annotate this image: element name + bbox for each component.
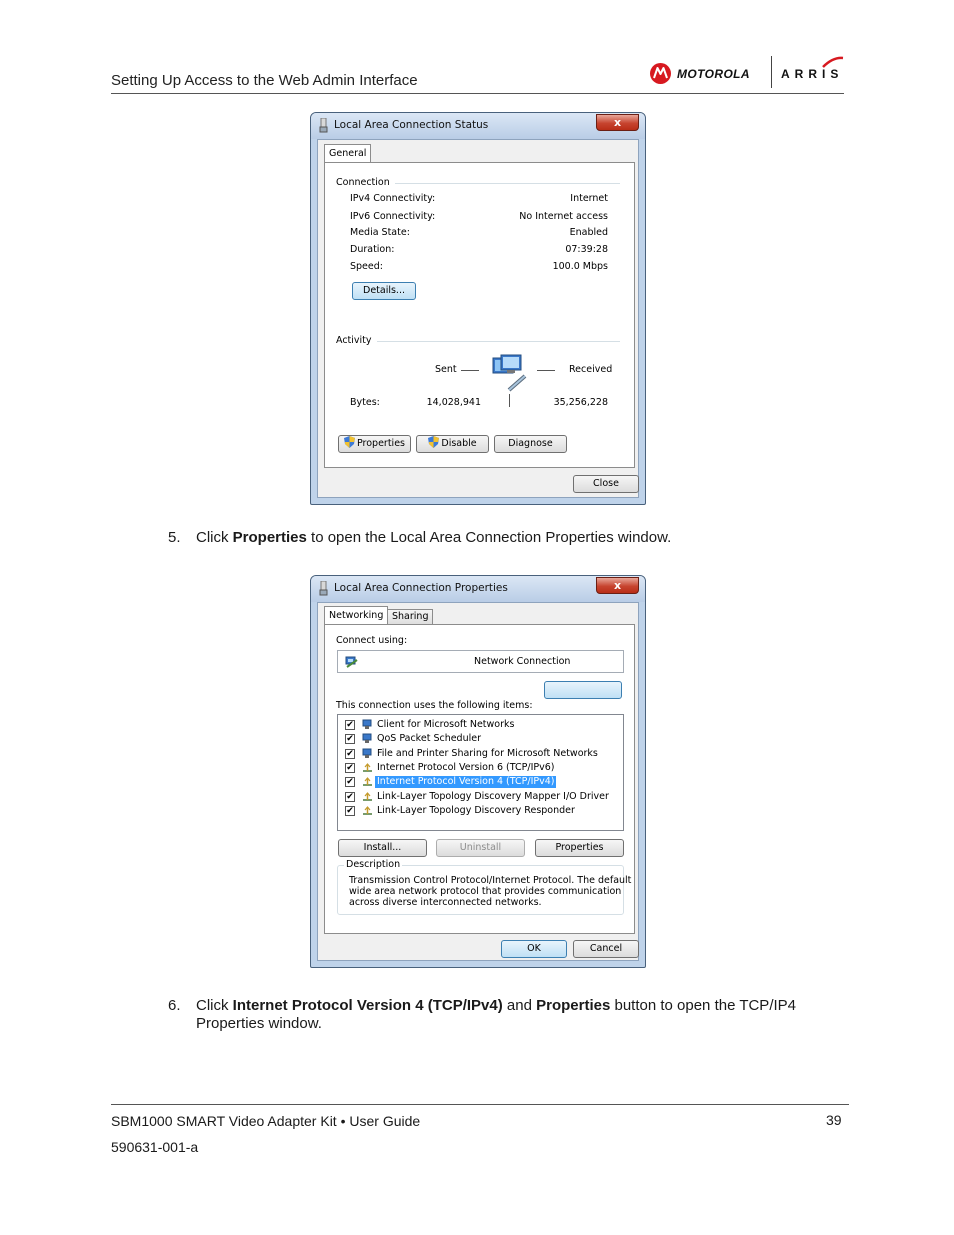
tab-sharing[interactable]: Sharing <box>387 609 433 624</box>
duration-label: Duration: <box>350 244 395 255</box>
networking-tab-panel <box>324 624 635 934</box>
received-line <box>537 370 555 371</box>
item-checkbox[interactable]: ✔ <box>346 805 354 816</box>
bytes-divider <box>509 394 510 407</box>
properties-button-label: Properties <box>356 438 405 449</box>
arris-wordmark: ARRIS <box>781 67 844 81</box>
description-line-2: wide area network protocol that provides communication <box>349 886 622 897</box>
network-card-icon <box>345 655 358 668</box>
list-item[interactable] <box>338 804 623 818</box>
item-checkbox[interactable]: ✔ <box>346 791 354 802</box>
properties-dialog <box>310 575 646 968</box>
sent-label: Sent <box>435 364 457 375</box>
general-tab-panel <box>324 162 635 468</box>
step-6-post: button to open the TCP/IP4 <box>610 997 796 1014</box>
close-icon[interactable]: x <box>596 114 639 131</box>
file-sharing-icon <box>362 748 373 759</box>
footer-rule <box>111 1104 849 1105</box>
step-6-mid: and <box>502 997 537 1014</box>
item-checkbox[interactable]: ✔ <box>346 777 354 788</box>
item-label: Internet Protocol Version 4 (TCP/IPv4) <box>377 776 555 788</box>
speed-value: 100.0 Mbps <box>552 261 608 272</box>
description-line-3: across diverse interconnected networks. <box>349 897 542 908</box>
step-5-number: 5. <box>168 529 181 546</box>
sent-line <box>461 370 479 371</box>
list-item[interactable] <box>338 747 623 761</box>
motorola-logo-icon <box>650 63 671 84</box>
item-label: Link-Layer Topology Discovery Responder <box>377 804 575 816</box>
media-state-value: Enabled <box>569 227 608 238</box>
activity-group-line <box>377 341 620 342</box>
diagnose-button[interactable]: Diagnose <box>494 435 567 453</box>
install-button[interactable]: Install... <box>338 839 427 857</box>
status-dialog-client <box>317 139 639 498</box>
bytes-received-value: 35,256,228 <box>553 397 608 408</box>
step-5-post: to open the Local Area Connection Properties window. <box>306 529 672 546</box>
speed-label: Speed: <box>350 261 383 272</box>
disable-button[interactable] <box>416 435 489 453</box>
configure-button[interactable] <box>544 681 622 699</box>
list-item[interactable] <box>338 732 623 746</box>
item-checkbox[interactable]: ✔ <box>346 734 354 745</box>
footer-title: SBM1000 SMART Video Adapter Kit • User Guide <box>111 1113 421 1129</box>
connection-group-line <box>395 183 620 184</box>
bytes-label: Bytes: <box>350 397 380 408</box>
duration-value: 07:39:28 <box>565 244 608 255</box>
item-checkbox[interactable]: ✔ <box>346 762 354 773</box>
brand-logos <box>650 56 844 90</box>
status-dialog-title: Local Area Connection Status <box>334 119 489 131</box>
ipv6-label: IPv6 Connectivity: <box>350 211 436 222</box>
protocol-icon <box>362 791 373 802</box>
step-6-line-2: Properties window. <box>196 1015 322 1032</box>
tab-general[interactable]: General <box>324 144 371 163</box>
uac-shield-icon <box>428 436 439 448</box>
adapter-name: Network Connection <box>474 656 571 667</box>
list-item[interactable] <box>338 790 623 804</box>
connection-heading: Connection <box>336 177 390 188</box>
step-6-text <box>196 997 836 1033</box>
list-item[interactable] <box>338 775 623 789</box>
step-5-pre: Click <box>196 529 233 546</box>
close-icon[interactable]: x <box>596 577 639 594</box>
step-6-pre: Click <box>196 997 233 1014</box>
item-checkbox[interactable]: ✔ <box>346 748 354 759</box>
uac-shield-icon <box>344 436 355 448</box>
network-adapter-icon <box>318 118 329 133</box>
properties-dialog-title: Local Area Connection Properties <box>334 582 508 594</box>
qos-icon <box>362 733 373 744</box>
cancel-button[interactable]: Cancel <box>573 940 639 958</box>
protocol-icon <box>362 805 373 816</box>
header-rule <box>111 93 844 94</box>
items-label: This connection uses the following items: <box>336 700 533 711</box>
details-button[interactable]: Details... <box>352 282 416 300</box>
client-icon <box>362 719 373 730</box>
motorola-wordmark: MOTOROLA <box>677 67 750 81</box>
protocol-icon <box>362 762 373 773</box>
components-list[interactable] <box>337 714 624 831</box>
step-6-number: 6. <box>168 997 181 1014</box>
disable-button-label: Disable <box>441 438 477 449</box>
media-state-label: Media State: <box>350 227 410 238</box>
description-heading: Description <box>346 859 401 870</box>
brand-divider <box>771 56 772 88</box>
item-label: Client for Microsoft Networks <box>377 719 515 730</box>
properties-dialog-titlebar[interactable] <box>311 576 645 602</box>
ipv4-label: IPv4 Connectivity: <box>350 193 436 204</box>
uninstall-button: Uninstall <box>436 839 525 857</box>
item-label: Internet Protocol Version 6 (TCP/IPv6) <box>377 761 555 773</box>
bytes-sent-value: 14,028,941 <box>426 397 481 408</box>
status-dialog-titlebar[interactable] <box>311 113 645 139</box>
ok-button[interactable]: OK <box>501 940 567 958</box>
received-label: Received <box>569 364 613 375</box>
page-header-title: Setting Up Access to the Web Admin Interface <box>111 72 418 89</box>
list-item[interactable] <box>338 761 623 775</box>
tab-networking[interactable]: Networking <box>324 606 388 625</box>
list-item[interactable] <box>338 718 623 732</box>
description-line-1: Transmission Control Protocol/Internet Protocol. The default <box>349 875 632 886</box>
item-label: Link-Layer Topology Discovery Mapper I/O Driver <box>377 790 609 802</box>
step-6-bold-1: Internet Protocol Version 4 (TCP/IPv4) <box>232 997 503 1014</box>
network-computers-icon <box>491 354 531 392</box>
properties-button[interactable] <box>338 435 411 453</box>
step-6-bold-2: Properties <box>536 997 611 1014</box>
item-label: QoS Packet Scheduler <box>377 733 481 745</box>
document-number: 590631-001-a <box>111 1139 199 1155</box>
protocol-icon <box>362 776 373 787</box>
ipv4-value: Internet <box>570 193 608 204</box>
adapter-field <box>337 650 624 673</box>
status-dialog <box>310 112 646 505</box>
activity-heading: Activity <box>336 335 372 346</box>
step-5-bold: Properties <box>232 529 307 546</box>
item-checkbox[interactable]: ✔ <box>346 720 354 730</box>
connect-using-label: Connect using: <box>336 635 408 646</box>
item-properties-button[interactable]: Properties <box>535 839 624 857</box>
arris-arc-icon <box>821 56 845 68</box>
close-button[interactable]: Close <box>573 475 639 493</box>
page-number: 39 <box>826 1112 842 1128</box>
ipv6-value: No Internet access <box>519 211 608 222</box>
description-group <box>337 859 632 915</box>
properties-dialog-client <box>317 602 639 961</box>
step-5-text <box>196 529 836 547</box>
item-label: File and Printer Sharing for Microsoft Networks <box>377 747 598 759</box>
network-adapter-icon <box>318 581 329 596</box>
